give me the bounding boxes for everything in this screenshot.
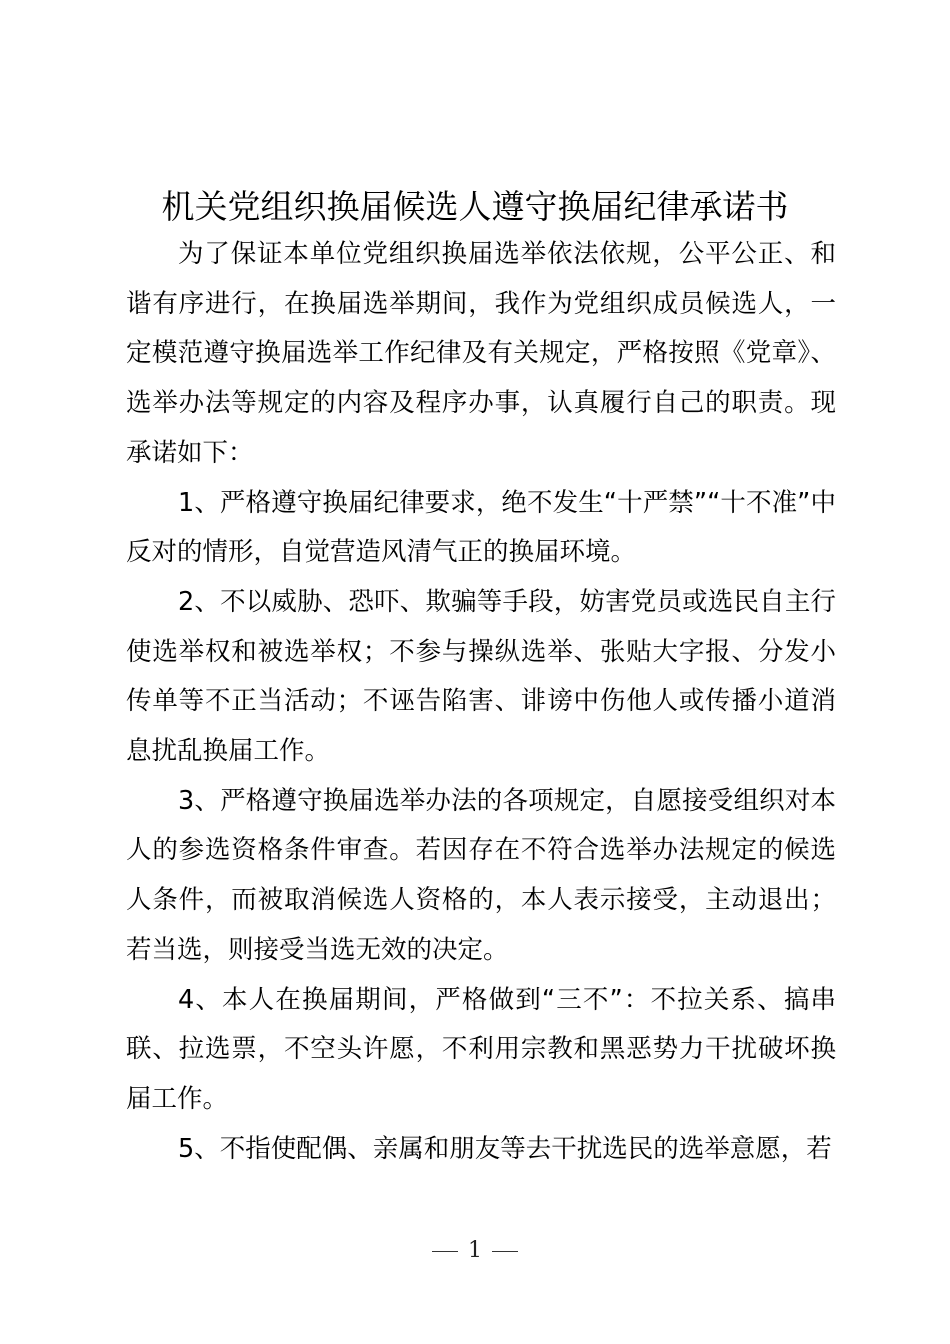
paragraph-item-1: 1、严格遵守换届纪律要求，绝不发生“十严禁”“十不准”中反对的情形，自觉营造风清气正的换届环境。	[126, 487, 836, 568]
document-body	[126, 230, 836, 1174]
paragraph-item-3: 3、严格遵守换届选举办法的各项规定，自愿接受组织对本人的参选资格条件审查。若因存在不符合选举办法规定的候选人条件，而被取消候选人资格的，本人表示接受，主动退出；若当选，则接受当选无效的决定。	[126, 785, 836, 965]
document-title: 机关党组织换届候选人遵守换届纪律承诺书	[161, 187, 789, 226]
paragraph-item-5: 5、不指使配偶、亲属和朋友等去干扰选民的选举意愿，若	[178, 1133, 832, 1164]
footer-dash-right	[492, 1251, 518, 1252]
paragraph-intro: 为了保证本单位党组织换届选举依法依规，公平公正、和谐有序进行，在换届选举期间，我作为党组织成员候选人，一定模范遵守换届选举工作纪律及有关规定，严格按照《党章》、选举办法等规定的内容及程序办事，认真履行自己的职责。现承诺如下：	[126, 239, 836, 468]
paragraph-item-4: 4、本人在换届期间，严格做到“三不”：不拉关系、搞串联、拉选票，不空头许愿，不利用宗教和黑恶势力干扰破坏换届工作。	[126, 984, 836, 1114]
paragraph-item-2: 2、不以威胁、恐吓、欺骗等手段，妨害党员或选民自主行使选举权和被选举权；不参与操纵选举、张贴大字报、分发小传单等不正当活动；不诬告陷害、诽谤中伤他人或传播小道消息扰乱换届工作。	[126, 586, 836, 767]
page-number: 1	[468, 1238, 482, 1263]
page-footer	[0, 1236, 950, 1266]
footer-dash-left	[432, 1251, 458, 1252]
